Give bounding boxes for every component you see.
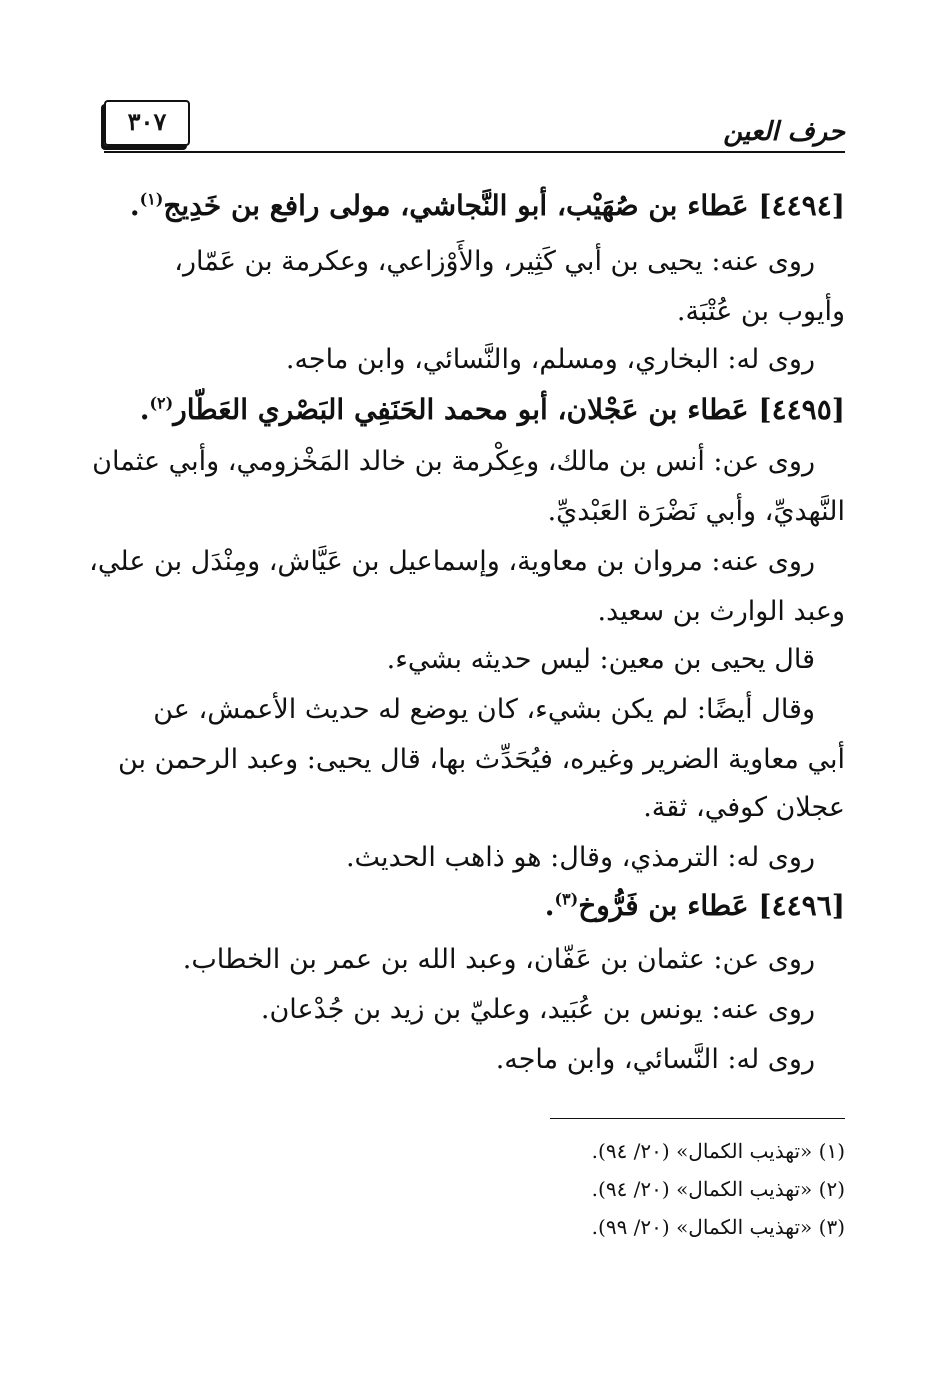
text-line: روى عنه: مروان بن معاوية، وإسماعيل بن عَيَّاش، ومِنْدَل بن علي، bbox=[89, 546, 815, 577]
chapter-title: حرف العين bbox=[723, 117, 845, 147]
entry-heading-4494: [٤٤٩٤] عَطاء بن صُهَيْب، أبو النَّجاشي، مولى رافع بن خَدِيج$^{(١)}$. bbox=[129, 189, 845, 222]
text-line: وقال أيضًا: لم يكن بشيء، كان يوضع له حديث الأعمش، عن bbox=[153, 694, 815, 725]
text-line: النَّهديِّ، وأبي نَضْرَة العَبْديِّ. bbox=[547, 496, 845, 527]
text-line: عجلان كوفي، ثقة. bbox=[643, 792, 845, 823]
text-line: روى عنه: يحيى بن أبي كَثِير، والأَوْزاعي، وعكرمة بن عَمّار، bbox=[174, 246, 815, 277]
entry-heading-4496: [٤٤٩٦] عَطاء بن فَرُّوخ$^{(٣)}$. bbox=[544, 889, 845, 922]
text-line: روى له: الترمذي، وقال: هو ذاهب الحديث. bbox=[345, 842, 815, 873]
page-number: ٣٠٧ bbox=[104, 100, 190, 146]
text-line: روى له: النَّسائي، وابن ماجه. bbox=[495, 1044, 815, 1075]
text-line: روى عن: عثمان بن عَفّان، وعبد الله بن عمر بن الخطاب. bbox=[182, 944, 815, 975]
text-line: وعبد الوارث بن سعيد. bbox=[597, 596, 845, 627]
text-line: وأيوب بن عُتْبَة. bbox=[676, 296, 845, 327]
footnote-1: (١) «تهذيب الكمال» (٢٠/ ٩٤). bbox=[591, 1139, 845, 1163]
footnote-divider bbox=[550, 1118, 845, 1119]
header-divider bbox=[104, 151, 845, 153]
entry-heading-4495: [٤٤٩٥] عَطاء بن عَجْلان، أبو محمد الحَنَفِي البَصْري العَطّار$^{(٢)}$. bbox=[139, 393, 845, 426]
text-line: قال يحيى بن معين: ليس حديثه بشيء. bbox=[386, 644, 815, 675]
text-line: أبي معاوية الضرير وغيره، فيُحَدِّث بها، قال يحيى: وعبد الرحمن بن bbox=[117, 744, 845, 775]
footnote-2: (٢) «تهذيب الكمال» (٢٠/ ٩٤). bbox=[591, 1177, 845, 1201]
text-line: روى عنه: يونس بن عُبَيد، وعليّ بن زيد بن جُدْعان. bbox=[260, 994, 815, 1025]
footnote-3: (٣) «تهذيب الكمال» (٢٠/ ٩٩). bbox=[591, 1215, 845, 1239]
text-line: روى له: البخاري، ومسلم، والنَّسائي، وابن ماجه. bbox=[285, 344, 815, 375]
text-line: روى عن: أنس بن مالك، وعِكْرمة بن خالد المَخْزومي، وأبي عثمان bbox=[92, 446, 815, 477]
